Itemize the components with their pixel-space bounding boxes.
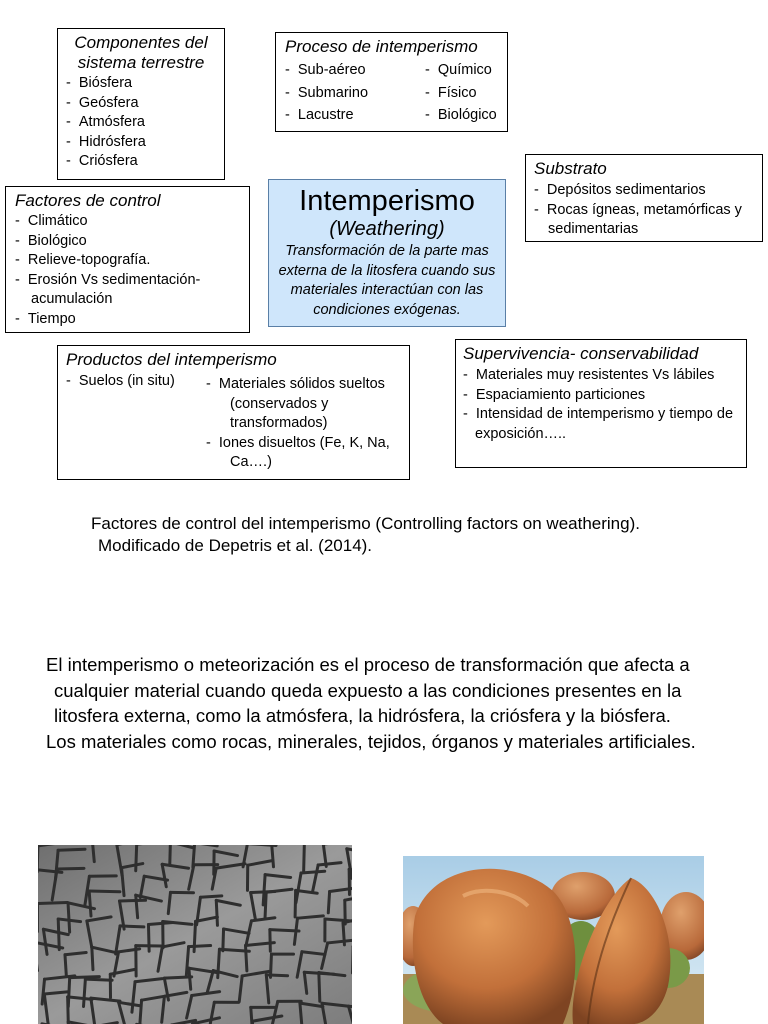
control-box: [5, 186, 250, 333]
substrate-box: [525, 154, 763, 242]
boulders-image: [403, 856, 704, 1024]
list-item: - Submarino: [285, 82, 425, 105]
products-box: [57, 345, 410, 480]
cracked-mud-photo: [38, 845, 352, 1024]
list-item: - Tiempo: [15, 310, 249, 330]
caption-line-1: Factores de control del intemperismo (Controlling factors on weathering).: [91, 514, 640, 533]
list-item: - Biológico: [425, 104, 497, 127]
figure-caption: [91, 513, 640, 557]
list-item: - Depósitos sedimentarios: [534, 181, 762, 201]
survival-title: Supervivencia- conservabilidad: [463, 344, 699, 363]
caption-line-2: Modificado de Depetris et al. (2014).: [98, 536, 373, 555]
paragraph-2: Los materiales como rocas, minerales, tejidos, órganos y materiales artificiales.: [46, 730, 696, 752]
survival-box: [455, 339, 747, 468]
list-item: - Intensidad de intemperismo y tiempo de exposición…..: [463, 405, 750, 444]
list-item: - Físico: [425, 82, 497, 105]
list-item: - Climático: [15, 212, 249, 232]
components-title: Componentes del sistema terrestre: [74, 33, 208, 72]
list-item: - Lacustre: [285, 104, 425, 127]
substrate-title: Substrato: [534, 159, 607, 178]
process-box: [275, 32, 508, 132]
products-col1: [66, 372, 206, 473]
list-item: - Biósfera: [66, 74, 224, 94]
list-item: - Iones disueltos (Fe, K, Na, Ca….): [206, 434, 396, 473]
cracked-mud-image: [38, 845, 352, 1024]
substrate-list: [534, 181, 762, 240]
control-title: Factores de control: [15, 191, 161, 210]
list-item: - Geósfera: [66, 94, 224, 114]
list-item: - Sub-aéreo: [285, 59, 425, 82]
list-item: - Materiales sólidos sueltos (conservados y transformados): [206, 375, 396, 434]
process-col2: [425, 59, 497, 127]
list-item: - Relieve-topografía.: [15, 251, 249, 271]
list-item: - Materiales muy resistentes Vs lábiles: [463, 366, 735, 386]
list-item: - Hidrósfera: [66, 133, 224, 153]
center-description: Transformación de la parte mas externa de la litosfera cuando sus materiales interactúan con las condiciones exógenas.: [278, 243, 496, 318]
list-item: - Rocas ígneas, metamórficas y sedimentarias: [534, 201, 762, 240]
weathering-center-box: [268, 179, 506, 327]
process-col1: [285, 59, 425, 127]
control-list: [15, 212, 249, 329]
survival-list: [463, 366, 746, 444]
boulders-photo: [403, 856, 704, 1024]
list-item: - Atmósfera: [66, 113, 224, 133]
paragraph-1: El intemperismo o meteorización es el proceso de transformación que afecta a cualquier material cuando queda expuesto a las condiciones presentes en la litosfera externa, como la atmósfera, la hidrósfera, la criósfera y la biósfera.: [46, 654, 690, 726]
products-col2: [206, 375, 396, 473]
components-list: [66, 74, 224, 172]
list-item: - Criósfera: [66, 152, 224, 172]
process-title: Proceso de intemperismo: [285, 37, 478, 56]
components-box: [57, 28, 225, 180]
list-item: - Suelos (in situ): [66, 372, 206, 392]
products-title: Productos del intemperismo: [66, 350, 277, 369]
center-subtitle: (Weathering): [329, 218, 445, 240]
center-title: Intemperismo: [299, 185, 475, 217]
list-item: - Químico: [425, 59, 497, 82]
list-item: - Biológico: [15, 232, 249, 252]
list-item: - Espaciamiento particiones: [463, 386, 746, 406]
list-item: - Erosión Vs sedimentación-acumulación: [15, 271, 246, 310]
definition-paragraph: [46, 652, 726, 754]
